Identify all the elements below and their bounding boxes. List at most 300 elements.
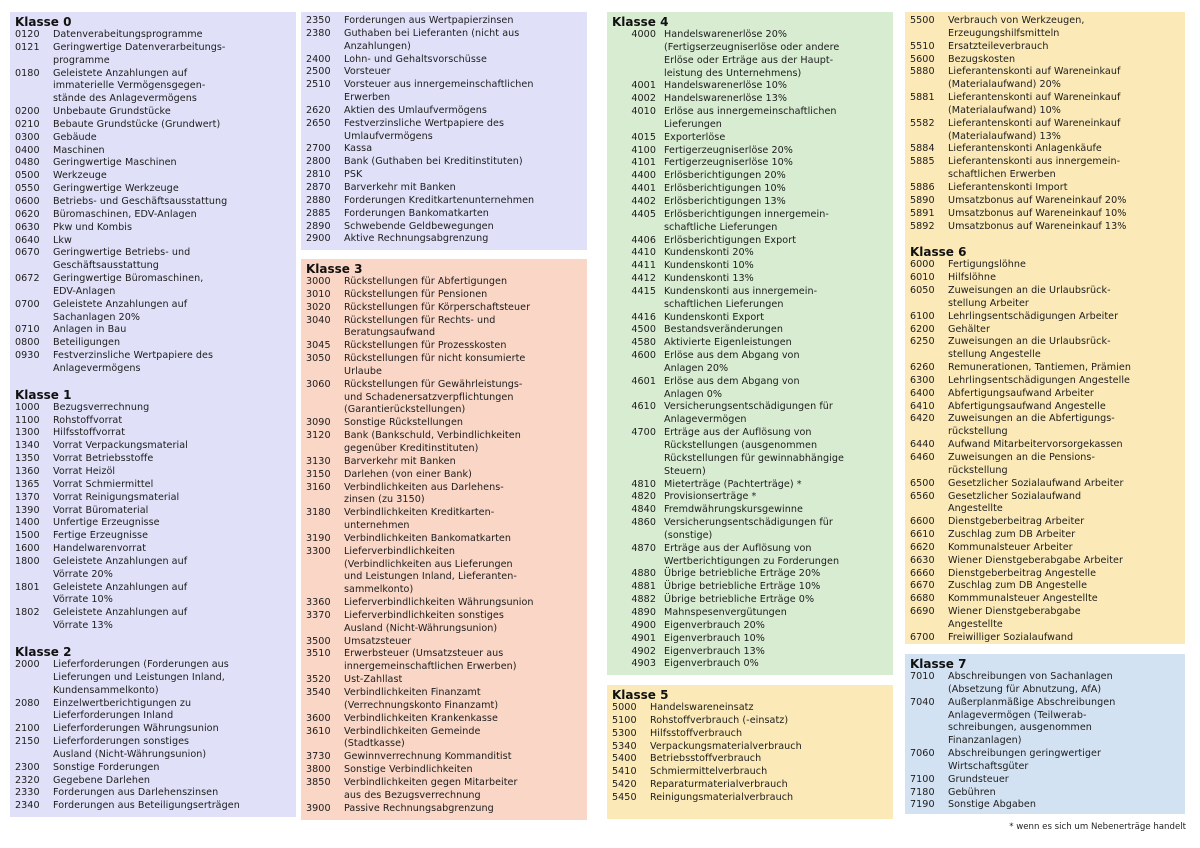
account-row xyxy=(910,375,1180,388)
account-name: Gesetzlicher Sozialaufwand Arbeiter xyxy=(948,477,1124,489)
account-number: 6000 xyxy=(910,259,935,271)
account-name: Sonstige Forderungen xyxy=(53,761,160,773)
account-number: 7100 xyxy=(910,773,935,785)
account-number: 1390 xyxy=(15,504,40,516)
account-row xyxy=(910,413,1180,439)
account-row xyxy=(15,466,291,479)
account-name: Umsatzbonus auf Wareneinkauf 20% xyxy=(948,194,1127,206)
account-row xyxy=(15,106,291,119)
account-row xyxy=(15,402,291,415)
account-name: Lieferforderungen sonstiges Ausland (Nicht-Währungsunion) xyxy=(53,736,207,760)
account-row xyxy=(306,233,582,246)
account-number: 0670 xyxy=(15,247,40,259)
account-name: Kommmunalsteuer Angestellte xyxy=(948,593,1098,605)
account-number: 6260 xyxy=(910,362,935,374)
account-row xyxy=(612,607,888,620)
account-name: Vorrat Reinigungsmaterial xyxy=(53,491,180,503)
account-row xyxy=(612,479,888,492)
account-row xyxy=(612,273,888,286)
account-number: 3010 xyxy=(306,288,331,300)
account-number: 4881 xyxy=(631,581,656,593)
account-row xyxy=(306,482,582,508)
account-number: 3500 xyxy=(306,635,331,647)
account-name: Geleistete Anzahlungen auf Sachanlagen 20% xyxy=(53,298,188,323)
account-number: 2620 xyxy=(306,104,331,116)
account-name: Lohn- und Gehaltsvorschüsse xyxy=(344,53,487,65)
account-number: 0672 xyxy=(15,273,40,285)
account-number: 3520 xyxy=(306,674,331,686)
account-row xyxy=(612,792,888,805)
account-number: 6610 xyxy=(910,529,935,541)
account-name: Erlösberichtigungen 10% xyxy=(664,183,786,195)
account-number: 1600 xyxy=(15,543,40,555)
account-row xyxy=(612,312,888,325)
account-name: Eigenverbrauch 10% xyxy=(664,632,765,644)
account-row xyxy=(612,247,888,260)
account-number: 6500 xyxy=(910,477,935,489)
account-row xyxy=(612,132,888,145)
account-name: Fertigerzeugniserlöse 20% xyxy=(664,144,793,156)
account-number: 2080 xyxy=(15,697,40,709)
account-name: Handelswareneinsatz xyxy=(650,702,754,713)
account-name: Erlöse aus innergemeinschaftlichen Lieferungen xyxy=(664,106,837,130)
account-number: 1802 xyxy=(15,607,40,619)
account-number: 1100 xyxy=(15,414,40,426)
account-row xyxy=(15,337,291,350)
account-name: Festverzinsliche Wertpapiere des Anlagevermögens xyxy=(53,350,214,374)
account-row xyxy=(612,324,888,337)
account-number: 4412 xyxy=(631,273,656,285)
account-number: 3370 xyxy=(306,609,331,621)
account-name: Lieferforderungen Währungsunion xyxy=(53,723,219,735)
account-name: Exporterlöse xyxy=(664,131,726,143)
account-row xyxy=(612,106,888,132)
account-row xyxy=(612,29,888,80)
account-row xyxy=(910,529,1180,542)
account-name: Lkw xyxy=(53,234,72,246)
account-name: Rückstellungen für Gewährleistungs- und Schadenersatzverpflichtungen (Garantierückstellungen) xyxy=(344,378,523,416)
account-name: Rohstoffverbrauch (-einsatz) xyxy=(650,714,789,726)
account-name: Dienstgeberbeitrag Angestelle xyxy=(948,567,1097,579)
account-number: 3000 xyxy=(306,276,331,287)
account-name: Mieterträge (Pachterträge) * xyxy=(664,478,802,490)
account-number: 2900 xyxy=(306,233,331,245)
account-number: 1370 xyxy=(15,491,40,503)
account-row xyxy=(15,132,291,145)
account-row xyxy=(910,632,1180,645)
account-row xyxy=(612,427,888,478)
account-name: Handelswarenerlöse 20% (Fertigserzeugniserlöse oder andere Erlöse oder Erträge aus der Haupt- leistung des Unternehmens) xyxy=(664,29,840,79)
account-number: 4580 xyxy=(631,337,656,349)
account-number: 7010 xyxy=(910,671,935,682)
account-number: 3600 xyxy=(306,712,331,724)
account-row xyxy=(306,289,582,302)
account-row xyxy=(15,582,291,608)
account-number: 6690 xyxy=(910,606,935,618)
account-number: 5600 xyxy=(910,53,935,65)
account-name: Zuweisungen an die Pensions- rückstellung xyxy=(948,452,1095,476)
account-number: 0500 xyxy=(15,170,40,182)
account-number: 3150 xyxy=(306,468,331,480)
account-number: 5420 xyxy=(612,779,637,791)
section-klasse-1 xyxy=(15,388,291,633)
account-number: 6560 xyxy=(910,490,935,502)
account-row xyxy=(612,633,888,646)
account-number: 6400 xyxy=(910,387,935,399)
account-number: 4600 xyxy=(631,350,656,362)
account-name: Kundenskonti 20% xyxy=(664,247,754,259)
account-name: Ersatzteileverbrauch xyxy=(948,40,1049,52)
account-row xyxy=(15,698,291,724)
account-number: 4000 xyxy=(631,29,656,40)
account-number: 2650 xyxy=(306,117,331,129)
account-name: Betriebs- und Geschäftsausstattung xyxy=(53,195,228,207)
account-row xyxy=(15,775,291,788)
account-name: Versicherungsentschädigungen für (sonstige) xyxy=(664,517,833,541)
account-name: Aufwand Mitarbeitervorsorgekassen xyxy=(948,439,1123,451)
account-number: 3040 xyxy=(306,314,331,326)
account-row xyxy=(306,417,582,430)
section-title: Klasse 4 xyxy=(612,15,669,29)
account-number: 4880 xyxy=(631,568,656,580)
account-name: Sonstige Verbindlichkeiten xyxy=(344,764,473,776)
account-name: Erlösberichtigungen 13% xyxy=(664,195,786,207)
account-name: Zuweisungen an die Abfertigungs- rückstellung xyxy=(948,413,1115,438)
account-row xyxy=(910,697,1180,748)
account-number: 3050 xyxy=(306,353,331,365)
account-row xyxy=(910,593,1180,606)
account-name: Anlagen in Bau xyxy=(53,324,127,336)
account-name: Forderungen Bankomatkarten xyxy=(344,207,489,219)
account-number: 5885 xyxy=(910,156,935,168)
account-number: 1300 xyxy=(15,427,40,439)
account-row xyxy=(15,736,291,762)
account-number: 3120 xyxy=(306,430,331,442)
account-row xyxy=(612,741,888,754)
account-name: Vorrat Verpackungsmaterial xyxy=(53,440,188,452)
account-name: Vorrat Büromaterial xyxy=(53,504,149,516)
account-row xyxy=(910,92,1180,118)
account-row xyxy=(612,337,888,350)
account-name: Bezugskosten xyxy=(948,53,1016,65)
account-row xyxy=(612,568,888,581)
account-number: 5400 xyxy=(612,753,637,765)
account-number: 1801 xyxy=(15,581,40,593)
account-name: Hilfsstoffverbrauch xyxy=(650,727,743,739)
account-number: 1500 xyxy=(15,530,40,542)
account-row xyxy=(15,273,291,299)
account-row xyxy=(15,427,291,440)
section-klasse-0 xyxy=(15,15,291,376)
column-2 xyxy=(301,12,587,820)
account-row xyxy=(15,324,291,337)
account-number: 6600 xyxy=(910,516,935,528)
account-number: 1800 xyxy=(15,555,40,567)
account-name: Verbindlichkeiten Finanzamt (Verrechnungskonto Finanzamt) xyxy=(344,687,499,711)
account-number: 4100 xyxy=(631,144,656,156)
account-name: Verbrauch von Werkzeugen, Erzeugungshilfsmitteln xyxy=(948,15,1085,39)
account-name: Hilfsstoffvorrat xyxy=(53,427,126,439)
account-number: 3360 xyxy=(306,597,331,609)
account-row xyxy=(15,68,291,107)
account-number: 5410 xyxy=(612,766,637,778)
account-row xyxy=(306,379,582,418)
account-row xyxy=(910,311,1180,324)
account-name: Erlöse aus dem Abgang von Anlagen 20% xyxy=(664,350,800,374)
account-number: 5892 xyxy=(910,220,935,232)
account-row xyxy=(15,800,291,813)
account-number: 4601 xyxy=(631,375,656,387)
account-number: 6300 xyxy=(910,374,935,386)
account-row xyxy=(15,196,291,209)
account-number: 2000 xyxy=(15,658,40,670)
account-name: Lieferantenskonti Anlagenkäufe xyxy=(948,143,1102,155)
account-row xyxy=(306,302,582,315)
account-number: 0630 xyxy=(15,221,40,233)
account-number: 2320 xyxy=(15,774,40,786)
account-name: Gegebene Darlehen xyxy=(53,774,151,786)
account-row xyxy=(612,715,888,728)
column-3 xyxy=(607,12,893,819)
account-number: 2870 xyxy=(306,181,331,193)
account-number: 2885 xyxy=(306,207,331,219)
account-row xyxy=(306,353,582,379)
account-number: 4500 xyxy=(631,324,656,336)
account-name: Lieferantenskonti Import xyxy=(948,181,1068,193)
account-number: 5886 xyxy=(910,181,935,193)
account-row xyxy=(612,491,888,504)
account-row xyxy=(15,659,291,698)
account-name: Zuschlag zum DB Arbeiter xyxy=(948,529,1076,541)
account-number: 0180 xyxy=(15,67,40,79)
account-number: 3540 xyxy=(306,687,331,698)
account-number: 2510 xyxy=(306,79,331,91)
account-name: Bank (Guthaben bei Kreditinstituten) xyxy=(344,156,523,168)
account-row xyxy=(612,581,888,594)
account-number: 4902 xyxy=(631,645,656,657)
account-name: Verbindlichkeiten Gemeinde (Stadtkasse) xyxy=(344,725,481,750)
account-name: Schwebende Geldbewegungen xyxy=(344,220,494,232)
account-number: 4415 xyxy=(631,285,656,297)
account-row xyxy=(306,648,582,674)
account-number: 4890 xyxy=(631,606,656,618)
account-name: Verpackungsmaterialverbrauch xyxy=(650,740,802,752)
account-row xyxy=(15,415,291,428)
section-klasse-7 xyxy=(905,654,1185,814)
account-name: Kassa xyxy=(344,143,373,155)
account-name: Übrige betriebliche Erträge 20% xyxy=(664,568,821,580)
account-name: Barverkehr mit Banken xyxy=(344,455,456,467)
account-name: Aktivierte Eigenleistungen xyxy=(664,337,792,349)
account-row xyxy=(910,143,1180,156)
account-number: 0800 xyxy=(15,337,40,349)
account-row xyxy=(15,787,291,800)
account-number: 2400 xyxy=(306,53,331,65)
klasse-2-continued-panel xyxy=(301,12,587,250)
account-name: Unfertige Erzeugnisse xyxy=(53,517,160,529)
account-row xyxy=(910,15,1180,41)
account-number: 6700 xyxy=(910,631,935,643)
account-name: Vorsteuer xyxy=(344,66,391,78)
account-row xyxy=(612,504,888,517)
account-name: Lehrlingsentschädigungen Arbeiter xyxy=(948,310,1119,322)
account-number: 6630 xyxy=(910,554,935,566)
account-row xyxy=(306,315,582,341)
account-number: 2300 xyxy=(15,761,40,773)
account-name: Werkzeuge xyxy=(53,170,107,182)
account-name: Forderungen aus Beteiligungserträgen xyxy=(53,800,240,812)
account-number: 4901 xyxy=(631,632,656,644)
account-number: 4900 xyxy=(631,619,656,631)
account-number: 2330 xyxy=(15,787,40,799)
account-row xyxy=(910,272,1180,285)
section-title: Klasse 6 xyxy=(910,245,967,260)
account-name: Gebühren xyxy=(948,786,996,798)
account-number: 4001 xyxy=(631,80,656,92)
account-row xyxy=(612,646,888,659)
account-number: 3090 xyxy=(306,417,331,429)
account-number: 1340 xyxy=(15,440,40,452)
section-title: Klasse 3 xyxy=(306,262,363,276)
account-row xyxy=(15,762,291,775)
account-row xyxy=(15,723,291,736)
account-name: Aktien des Umlaufvermögens xyxy=(344,104,487,116)
account-row xyxy=(15,299,291,325)
account-name: Reparaturmaterialverbrauch xyxy=(650,779,788,791)
account-number: 4882 xyxy=(631,594,656,606)
account-row xyxy=(612,93,888,106)
account-row xyxy=(910,388,1180,401)
account-number: 7190 xyxy=(910,799,935,811)
account-row xyxy=(15,222,291,235)
account-number: 7040 xyxy=(910,696,935,708)
account-number: 2880 xyxy=(306,194,331,206)
account-name: Vorrat Heizöl xyxy=(53,466,116,477)
account-number: 4410 xyxy=(631,247,656,259)
account-row xyxy=(910,774,1180,787)
account-number: 3300 xyxy=(306,545,331,557)
account-name: Provisionserträge * xyxy=(664,491,757,503)
account-row xyxy=(306,764,582,777)
account-row xyxy=(910,799,1180,812)
account-number: 4820 xyxy=(631,491,656,503)
account-name: Lieferantenskonti aus innergemein- schaftlichen Erwerben xyxy=(948,156,1121,181)
account-number: 3900 xyxy=(306,802,331,814)
account-number: 0120 xyxy=(15,29,40,40)
account-name: Erwerbsteuer (Umsatzsteuer aus innergemeinschaftlichen Erwerben) xyxy=(344,648,517,673)
account-row xyxy=(306,182,582,195)
account-name: Erlösberichtigungen 20% xyxy=(664,170,786,182)
account-row xyxy=(910,54,1180,67)
account-name: Forderungen aus Wertpapierzinsen xyxy=(344,15,514,26)
account-number: 0640 xyxy=(15,234,40,246)
account-row xyxy=(15,440,291,453)
column-4 xyxy=(905,12,1185,814)
account-number: 1360 xyxy=(15,466,40,477)
account-row xyxy=(15,607,291,633)
account-row xyxy=(910,156,1180,182)
section-title: Klasse 0 xyxy=(15,15,72,29)
account-row xyxy=(306,276,582,289)
account-row xyxy=(306,507,582,533)
account-name: Lieferantenskonti auf Wareneinkauf (Materialaufwand) 10% xyxy=(948,92,1121,116)
account-name: Abschreibungen von Sachanlagen (Absetzung für Abnutzung, AfA) xyxy=(948,671,1113,695)
account-number: 5450 xyxy=(612,791,637,803)
account-row xyxy=(612,80,888,93)
account-number: 4405 xyxy=(631,208,656,220)
account-name: Kundenskonti aus innergemein- schaftlichen Lieferungen xyxy=(664,285,818,310)
account-number: 7060 xyxy=(910,748,935,760)
account-name: Eigenverbrauch 13% xyxy=(664,645,765,657)
account-name: Bezugsverrechnung xyxy=(53,401,150,413)
account-name: Zuweisungen an die Urlaubsrück- stellung Arbeiter xyxy=(948,285,1111,309)
account-name: Geringwertige Datenverarbeitungs- programme xyxy=(53,41,226,66)
account-row xyxy=(612,286,888,312)
account-number: 2810 xyxy=(306,169,331,181)
account-name: Abschreibungen geringwertiger Wirtschaftsgüter xyxy=(948,748,1101,772)
account-number: 5891 xyxy=(910,207,935,219)
section-title: Klasse 2 xyxy=(15,644,72,659)
account-row xyxy=(910,182,1180,195)
account-name: Rückstellungen für Rechts- und Beratungsaufwand xyxy=(344,314,496,339)
account-row xyxy=(910,118,1180,144)
account-number: 1400 xyxy=(15,517,40,529)
account-name: Vorrat Betriebsstoffe xyxy=(53,453,154,465)
account-name: Bank (Bankschuld, Verbindlichkeiten gegenüber Kreditinstituten) xyxy=(344,430,521,454)
account-row xyxy=(306,546,582,597)
account-name: Büromaschinen, EDV-Anlagen xyxy=(53,208,197,220)
account-row xyxy=(306,195,582,208)
account-name: Beteiligungen xyxy=(53,337,121,349)
account-name: Betriebsstoffverbrauch xyxy=(650,753,762,765)
account-number: 0210 xyxy=(15,118,40,130)
account-row xyxy=(15,543,291,556)
account-name: Gebäude xyxy=(53,131,97,143)
account-row xyxy=(910,195,1180,208)
account-row xyxy=(910,580,1180,593)
account-number: 5300 xyxy=(612,727,637,739)
account-name: Fertigerzeugniserlöse 10% xyxy=(664,157,793,169)
account-name: Verbindlichkeiten gegen Mitarbeiter aus des Bezugsverrechnung xyxy=(344,776,518,801)
account-number: 0930 xyxy=(15,350,40,362)
account-row xyxy=(910,516,1180,529)
account-row xyxy=(306,143,582,156)
account-number: 6460 xyxy=(910,452,935,463)
account-name: Passive Rechnungsabgrenzung xyxy=(344,802,494,814)
account-row xyxy=(910,478,1180,491)
account-name: Zuweisungen an die Urlaubsrück- stellung Angestelle xyxy=(948,336,1111,361)
account-name: Schmiermittelverbrauch xyxy=(650,766,768,778)
account-name: Darlehen (von einer Bank) xyxy=(344,468,472,480)
section-klasse-5 xyxy=(607,685,893,819)
account-row xyxy=(612,594,888,607)
account-number: 0480 xyxy=(15,157,40,169)
account-number: 2700 xyxy=(306,143,331,155)
account-number: 6200 xyxy=(910,323,935,335)
account-name: Guthaben bei Lieferanten (nicht aus Anzahlungen) xyxy=(344,27,520,52)
account-number: 2800 xyxy=(306,156,331,168)
account-number: 4810 xyxy=(631,478,656,490)
account-name: Barverkehr mit Banken xyxy=(344,181,456,193)
account-row xyxy=(910,568,1180,581)
account-name: Pkw und Kombis xyxy=(53,221,133,233)
account-name: Außerplanmäßige Abschreibungen Anlagevermögen (Teilwerab- schreibungen, ausgenommen Finanzanlagen) xyxy=(948,696,1116,747)
account-name: Lieferantenskonti auf Wareneinkauf (Materialaufwand) 20% xyxy=(948,66,1121,91)
account-name: Umsatzbonus auf Wareneinkauf 10% xyxy=(948,207,1127,219)
account-number: 3160 xyxy=(306,481,331,493)
account-row xyxy=(306,208,582,221)
account-name: Lieferverbindlichkeiten (Verbindlichkeiten aus Lieferungen und Leistungen Inland, Lieferanten- sammelkonto) xyxy=(344,545,517,596)
